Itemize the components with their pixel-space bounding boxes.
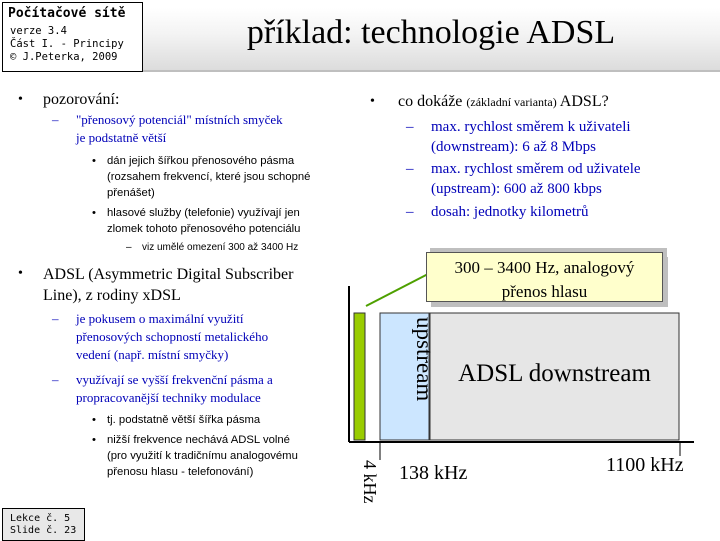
detail-line: dán jejich šířkou přenosového pásma	[107, 155, 295, 167]
dash-icon: –	[52, 372, 59, 387]
bullet-icon: •	[92, 434, 96, 446]
version-text: verze 3.4	[10, 25, 67, 37]
answer-line: dosah: jednotky kilometrů	[431, 204, 589, 220]
observation-heading: pozorování:	[43, 91, 120, 108]
downstream-label: ADSL downstream	[458, 360, 651, 387]
question-suffix: ADSL?	[556, 93, 609, 110]
slide-info-box	[2, 508, 85, 541]
detail-line: zlomek tohoto přenosového potenciálu	[107, 223, 301, 235]
detail-line: (pro využití k tradičnímu analogovému	[107, 450, 298, 462]
voice-band-callout	[426, 252, 663, 302]
dash-icon: –	[52, 112, 59, 127]
answer-line: max. rychlost směrem od uživatele	[431, 161, 641, 177]
adsl-sub1-line: přenosových schopností metalického	[76, 329, 269, 344]
dash-icon: –	[406, 161, 414, 177]
copyright-text: © J.Peterka, 2009	[10, 51, 118, 63]
callout-line1: 300 – 3400 Hz, analogový	[454, 258, 635, 277]
bullet-icon: •	[18, 266, 23, 281]
bullet-icon: •	[92, 414, 96, 426]
bullet-icon: •	[92, 155, 96, 167]
detail-line: hlasové služby (telefonie) využívají jen	[107, 207, 300, 219]
dash-icon: –	[406, 204, 414, 220]
freq-1100khz-label: 1100 kHz	[606, 454, 684, 476]
answer-line: (downstream): 6 až 8 Mbps	[431, 139, 596, 155]
detail-line: nižší frekvence nechává ADSL volné	[107, 434, 290, 446]
adsl-sub1-line: vedení (např. místní smyčky)	[76, 347, 229, 362]
question-small: (základní varianta)	[466, 95, 557, 109]
lesson-number: Lekce č. 5	[10, 513, 71, 524]
freq-4khz-label: 4 kHz	[360, 460, 380, 504]
bullet-icon: •	[18, 92, 23, 107]
adsl-heading-line1: ADSL (Asymmetric Digital Subscriber	[43, 266, 294, 283]
freq-4khz-box	[348, 458, 388, 518]
callout-line2: přenos hlasu	[501, 282, 588, 301]
question-prefix: co dokáže	[398, 93, 467, 110]
slide-title: příklad: technologie ADSL	[246, 14, 616, 51]
detail-line: přenášet)	[107, 187, 155, 199]
upstream-label: upstream	[412, 317, 437, 402]
answer-line: (upstream): 600 až 800 kbps	[431, 181, 602, 197]
observation-note: viz umělé omezení 300 až 3400 Hz	[142, 242, 299, 253]
part-text: Část I. - Principy	[10, 38, 124, 50]
course-title: Počítačové sítě	[8, 6, 126, 21]
callout-pointer	[366, 274, 428, 306]
adsl-sub2-line: propracovanější techniky modulace	[76, 390, 261, 405]
observation-sub-line1: "přenosový potenciál" místních smyček	[76, 112, 283, 127]
voice-band	[354, 313, 365, 440]
answer-line: max. rychlost směrem k uživateli	[431, 119, 631, 135]
detail-line: tj. podstatně větší šířka pásma	[107, 414, 261, 426]
adsl-sub1-line: je pokusem o maximální využití	[76, 311, 244, 326]
detail-line: přenosu hlasu - telefonování)	[107, 466, 254, 478]
observation-sub-line2: je podstatně větší	[76, 130, 167, 145]
freq-138khz-label: 138 kHz	[399, 462, 468, 484]
bullet-icon: •	[370, 94, 375, 109]
slide-number: Slide č. 23	[10, 525, 77, 536]
dash-icon: –	[126, 242, 132, 253]
dash-icon: –	[406, 119, 414, 135]
bullet-icon: •	[92, 207, 96, 219]
adsl-heading-line2: Line), z rodiny xDSL	[43, 287, 181, 304]
upstream-label-box	[403, 313, 443, 426]
adsl-sub2-line: využívají se vyšší frekvenční pásma a	[76, 372, 273, 387]
dash-icon: –	[52, 311, 59, 326]
detail-line: (rozsahem frekvencí, které jsou schopné	[107, 171, 311, 183]
